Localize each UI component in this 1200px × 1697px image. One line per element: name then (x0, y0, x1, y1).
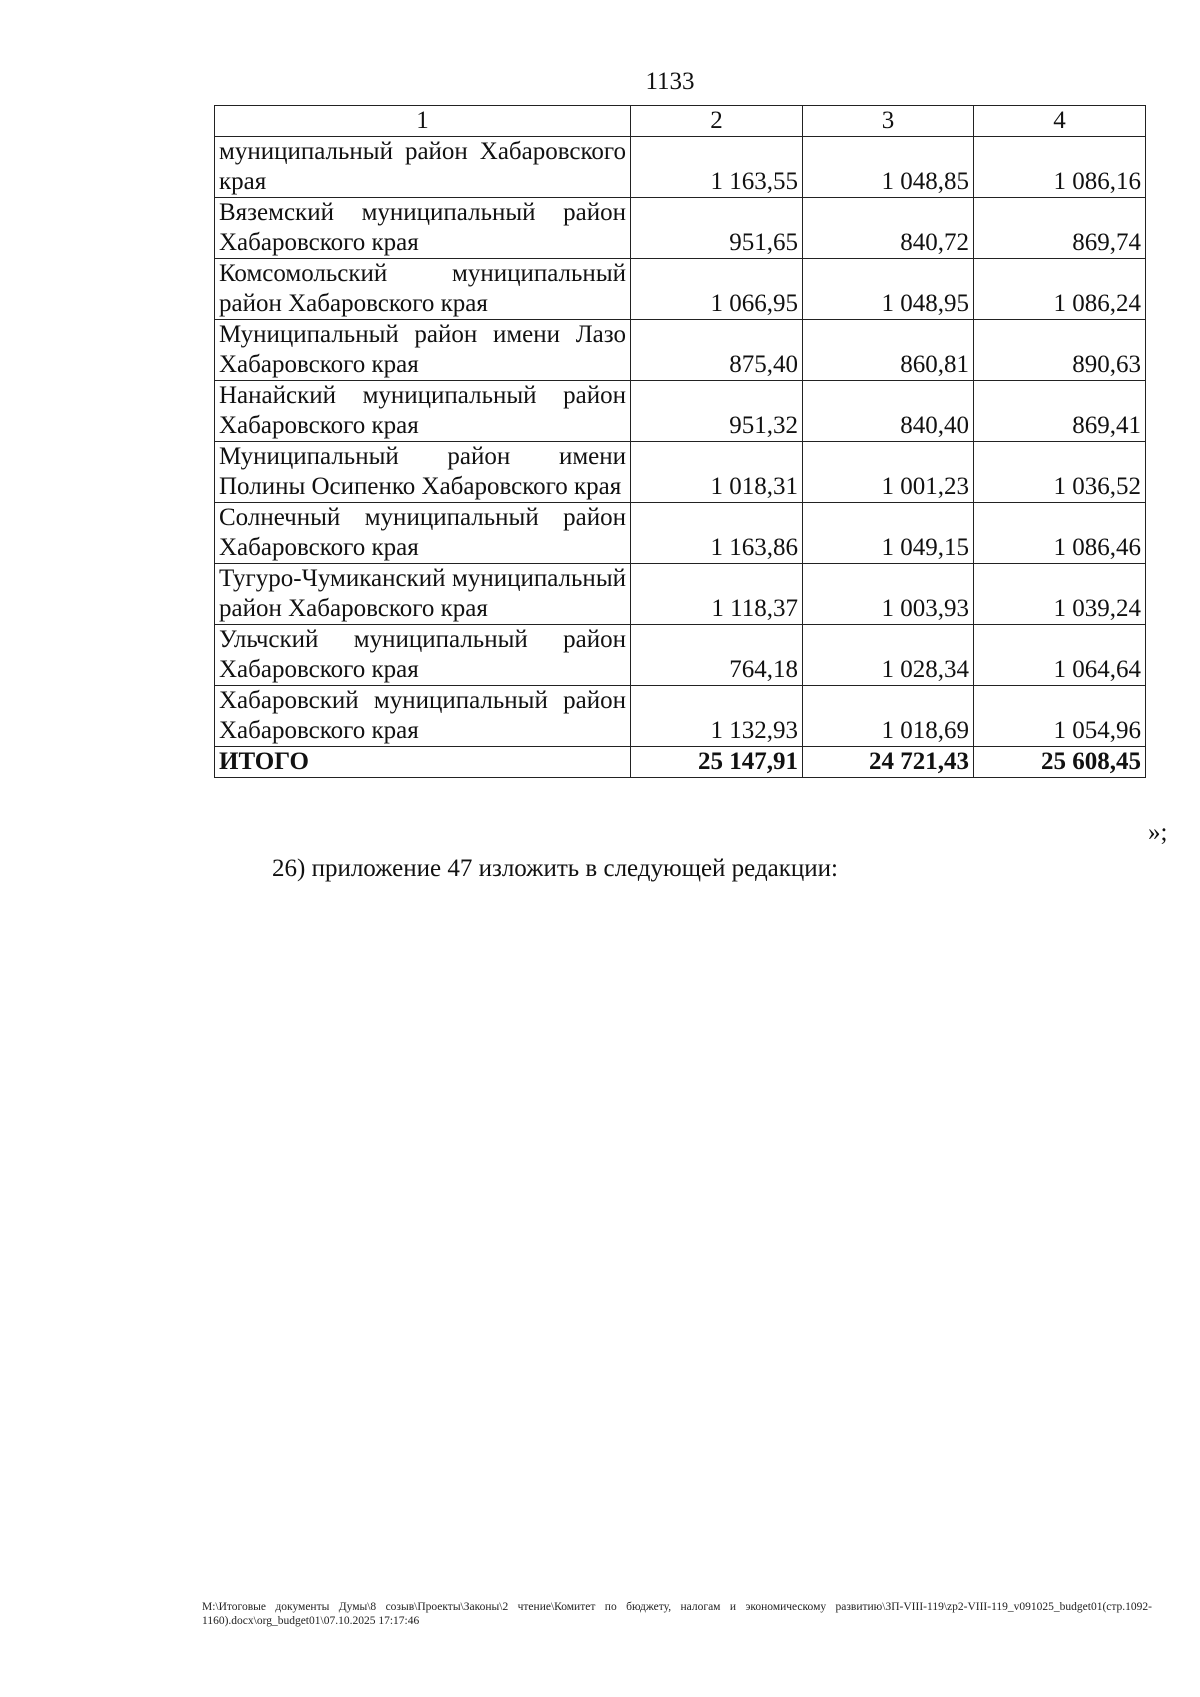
table-header-row (215, 106, 1146, 137)
total-value-col4: 25 608,45 (974, 747, 1146, 778)
row-value-col2: 1 118,37 (631, 564, 803, 625)
row-name: Нанайский муниципальный район Хабаровского края (215, 381, 631, 442)
table-row (215, 442, 1146, 503)
row-value-col2: 1 132,93 (631, 686, 803, 747)
header-col-2: 2 (631, 106, 803, 137)
instruction-paragraph: 26) приложение 47 изложить в следующей редакции: (272, 855, 838, 882)
closing-quote: »; (1148, 819, 1168, 846)
row-name: Тугуро-Чумиканский муниципальный район Хабаровского края (215, 564, 631, 625)
table-row (215, 686, 1146, 747)
row-name: Комсомольский муниципальный район Хабаровского края (215, 259, 631, 320)
budget-table (214, 105, 1146, 778)
table-row (215, 137, 1146, 198)
row-value-col4: 1 086,46 (974, 503, 1146, 564)
table-row (215, 625, 1146, 686)
row-value-col2: 951,32 (631, 381, 803, 442)
row-value-col4: 1 064,64 (974, 625, 1146, 686)
table-row (215, 503, 1146, 564)
row-name: Муниципальный район имени Полины Осипенко Хабаровского края (215, 442, 631, 503)
row-value-col3: 1 049,15 (803, 503, 974, 564)
table-row (215, 381, 1146, 442)
row-name: Муниципальный район имени Лазо Хабаровского края (215, 320, 631, 381)
row-value-col2: 1 163,86 (631, 503, 803, 564)
row-value-col3: 860,81 (803, 320, 974, 381)
row-value-col2: 951,65 (631, 198, 803, 259)
row-value-col4: 890,63 (974, 320, 1146, 381)
row-value-col4: 1 036,52 (974, 442, 1146, 503)
row-value-col4: 869,74 (974, 198, 1146, 259)
row-name: Хабаровский муниципальный район Хабаровского края (215, 686, 631, 747)
table-row (215, 320, 1146, 381)
row-name: Ульчский муниципальный район Хабаровского края (215, 625, 631, 686)
row-value-col2: 1 018,31 (631, 442, 803, 503)
table-row (215, 198, 1146, 259)
row-value-col3: 1 003,93 (803, 564, 974, 625)
row-value-col3: 1 048,95 (803, 259, 974, 320)
row-value-col4: 869,41 (974, 381, 1146, 442)
footer-file-path: M:\Итоговые документы Думы\8 созыв\Проекты\Законы\2 чтение\Комитет по бюджету, налогам и экономическому развитию\ЗП-VIII-119\zp2-VIII-119_v091025_budget01(стр.1092-1160).docx\org_budget01\07.10.2025 17:17:46 (202, 1601, 1152, 1627)
row-value-col2: 764,18 (631, 625, 803, 686)
row-name: Солнечный муниципальный район Хабаровского края (215, 503, 631, 564)
row-value-col3: 1 048,85 (803, 137, 974, 198)
row-value-col3: 1 028,34 (803, 625, 974, 686)
row-value-col4: 1 039,24 (974, 564, 1146, 625)
row-value-col4: 1 086,16 (974, 137, 1146, 198)
row-value-col4: 1 054,96 (974, 686, 1146, 747)
row-name: Вяземский муниципальный район Хабаровского края (215, 198, 631, 259)
row-name: муниципальный район Хабаровского края (215, 137, 631, 198)
header-col-1: 1 (215, 106, 631, 137)
header-col-4: 4 (974, 106, 1146, 137)
table-row (215, 564, 1146, 625)
row-value-col4: 1 086,24 (974, 259, 1146, 320)
total-label: ИТОГО (215, 747, 631, 778)
table-row (215, 259, 1146, 320)
row-value-col3: 840,72 (803, 198, 974, 259)
header-col-3: 3 (803, 106, 974, 137)
row-value-col3: 1 018,69 (803, 686, 974, 747)
total-row (215, 747, 1146, 778)
page-number: 1133 (645, 68, 695, 95)
row-value-col3: 840,40 (803, 381, 974, 442)
row-value-col2: 1 066,95 (631, 259, 803, 320)
row-value-col2: 875,40 (631, 320, 803, 381)
row-value-col2: 1 163,55 (631, 137, 803, 198)
total-value-col3: 24 721,43 (803, 747, 974, 778)
row-value-col3: 1 001,23 (803, 442, 974, 503)
total-value-col2: 25 147,91 (631, 747, 803, 778)
